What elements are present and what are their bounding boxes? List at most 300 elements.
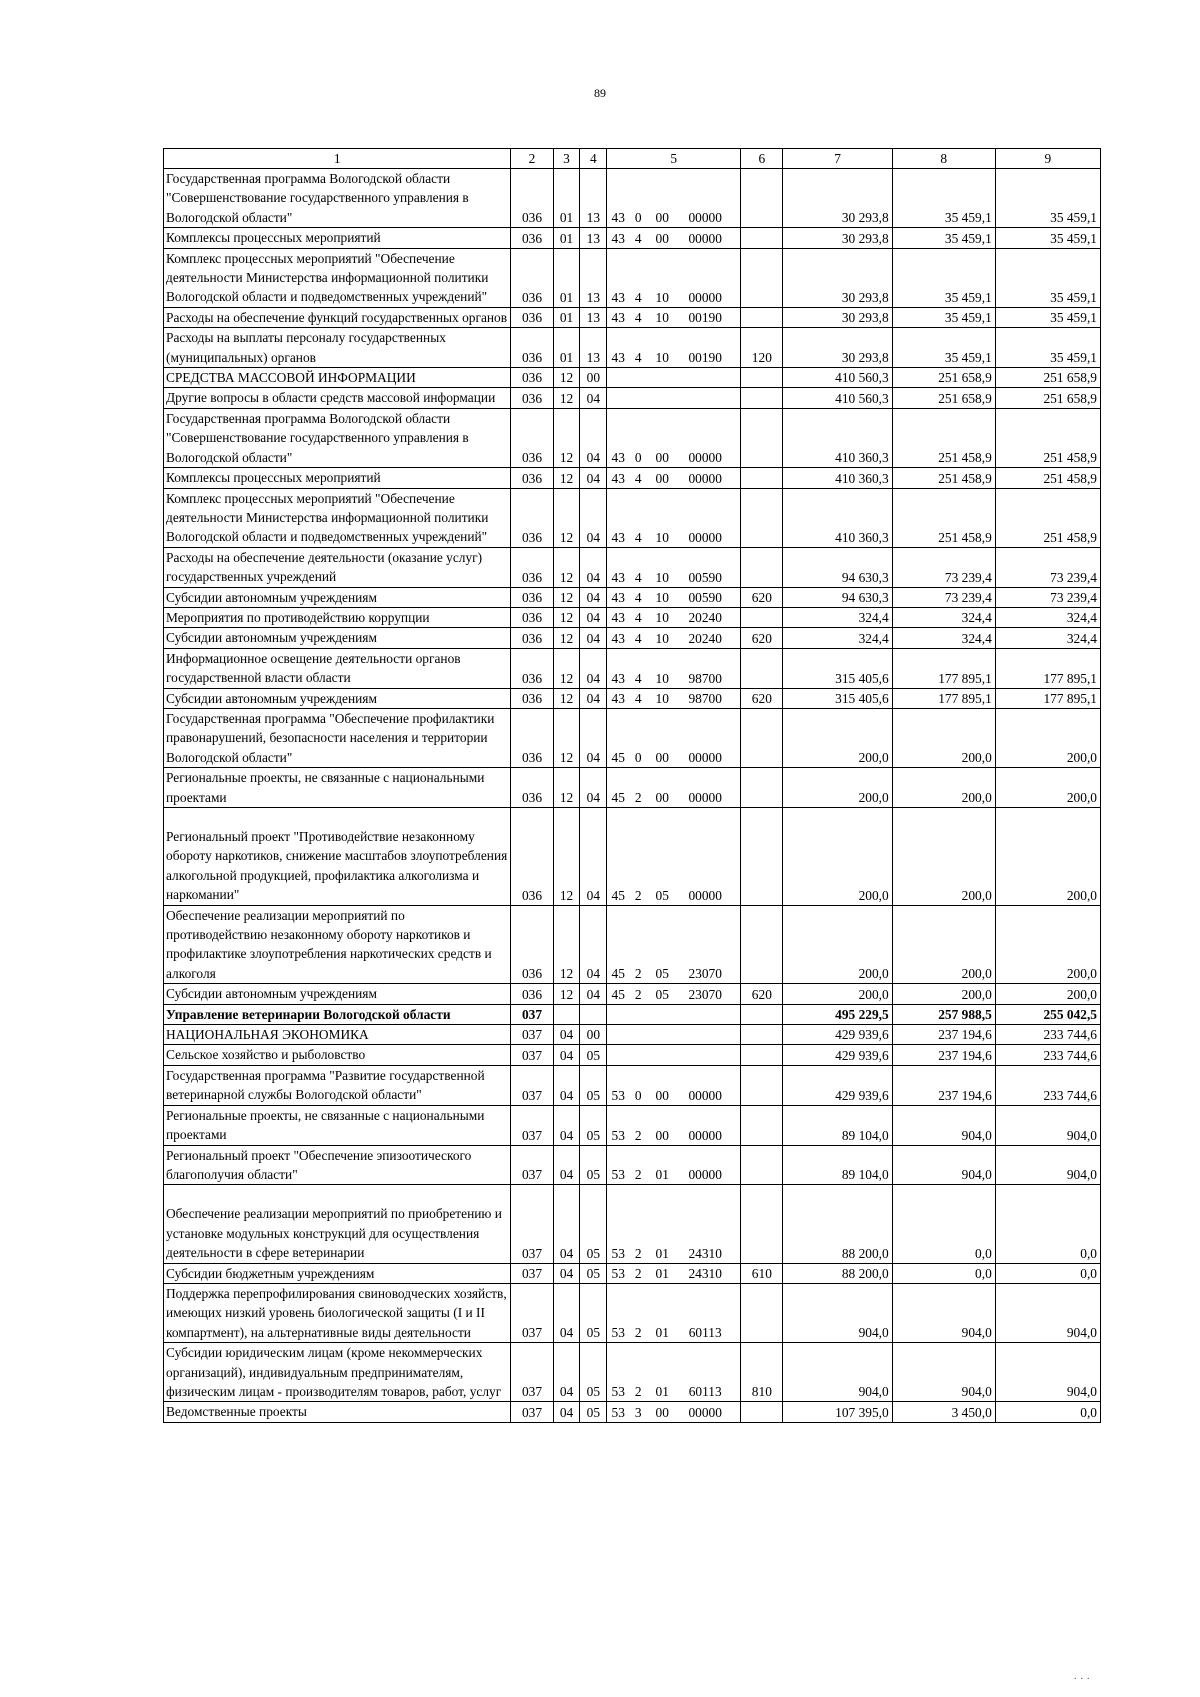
amount-col-9: 255 042,5 (995, 1004, 1100, 1024)
program-code: 45 (611, 750, 625, 766)
amount-col-9: 904,0 (995, 1283, 1100, 1342)
section-code (553, 1004, 580, 1024)
direction-code: 00000 (688, 289, 722, 305)
direction-code: 60113 (688, 1325, 722, 1341)
amount-col-8: 73 239,4 (892, 587, 995, 607)
ministry-code: 037 (511, 1004, 553, 1024)
amount-col-9: 233 744,6 (995, 1025, 1100, 1045)
row-name: Обеспечение реализации мероприятий по противодействию незаконному обороту наркотиков и профилактике злоупотребления наркотических средств и алкоголя (164, 905, 511, 984)
amount-col-7: 200,0 (783, 708, 892, 767)
target-article-code (607, 708, 741, 767)
project-code: 00 (655, 450, 669, 466)
amount-col-8: 904,0 (892, 1343, 995, 1402)
project-code: 05 (655, 986, 669, 1002)
amount-col-9: 200,0 (995, 708, 1100, 767)
program-code: 53 (611, 1245, 625, 1261)
ministry-code: 036 (511, 307, 553, 327)
ministry-code: 037 (511, 1045, 553, 1065)
target-article-code (607, 768, 741, 808)
program-code: 43 (611, 529, 625, 545)
expense-type-code: 120 (741, 328, 783, 368)
subsection-code: 05 (580, 1185, 607, 1263)
table-row (164, 768, 1101, 808)
row-name: Субсидии бюджетным учреждениям (164, 1263, 511, 1283)
subsection-code: 04 (580, 388, 607, 408)
subprogram-code: 4 (634, 630, 642, 646)
subprogram-code: 4 (634, 610, 642, 626)
subsection-code: 05 (580, 1402, 607, 1422)
table-row (164, 1283, 1101, 1342)
section-code: 12 (553, 468, 580, 488)
amount-col-7: 495 229,5 (783, 1004, 892, 1024)
expense-type-code (741, 1025, 783, 1045)
row-name: Расходы на выплаты персоналу государственных (муниципальных) органов (164, 328, 511, 368)
amount-col-7: 200,0 (783, 768, 892, 808)
amount-col-7: 89 104,0 (783, 1105, 892, 1145)
target-article-code (607, 468, 741, 488)
row-name: Сельское хозяйство и рыболовство (164, 1045, 511, 1065)
expense-type-code (741, 768, 783, 808)
row-name: Субсидии юридическим лицам (кроме некоммерческих организаций), индивидуальным предпринимателям, физическим лицам - производителям товаров, работ, услуг (164, 1343, 511, 1402)
table-row (164, 388, 1101, 408)
table-row (164, 607, 1101, 627)
section-code: 12 (553, 488, 580, 547)
target-article-code (607, 169, 741, 228)
direction-code: 00000 (688, 750, 722, 766)
section-code: 04 (553, 1343, 580, 1402)
program-code: 53 (611, 1127, 625, 1143)
direction-code: 00000 (688, 470, 722, 486)
expense-type-code (741, 368, 783, 388)
expense-type-code (741, 169, 783, 228)
target-article-code (607, 688, 741, 708)
section-code: 12 (553, 688, 580, 708)
amount-col-7: 94 630,3 (783, 547, 892, 587)
amount-col-9: 233 744,6 (995, 1045, 1100, 1065)
direction-code: 23070 (688, 986, 722, 1002)
project-code: 10 (655, 529, 669, 545)
subsection-code: 04 (580, 408, 607, 467)
amount-col-9: 35 459,1 (995, 328, 1100, 368)
row-name: Ведомственные проекты (164, 1402, 511, 1422)
ministry-code: 037 (511, 1283, 553, 1342)
amount-col-8: 904,0 (892, 1145, 995, 1185)
project-code: 10 (655, 589, 669, 605)
section-code: 12 (553, 984, 580, 1004)
subsection-code: 05 (580, 1145, 607, 1185)
subprogram-code: 4 (634, 569, 642, 585)
table-row (164, 1105, 1101, 1145)
subsection-code: 13 (580, 228, 607, 248)
header-cell: 6 (741, 149, 783, 169)
expense-type-code (741, 488, 783, 547)
target-article-code (607, 1145, 741, 1185)
amount-col-7: 904,0 (783, 1283, 892, 1342)
amount-col-9: 324,4 (995, 607, 1100, 627)
target-article-code (607, 905, 741, 984)
row-name: НАЦИОНАЛЬНАЯ ЭКОНОМИКА (164, 1025, 511, 1045)
table-row (164, 328, 1101, 368)
amount-col-9: 324,4 (995, 628, 1100, 648)
amount-col-7: 410 560,3 (783, 388, 892, 408)
target-article-code (607, 1185, 741, 1263)
direction-code: 00190 (688, 350, 722, 366)
row-name: Государственная программа "Развитие государственной ветеринарной службы Вологодской области" (164, 1065, 511, 1105)
expense-type-code: 620 (741, 984, 783, 1004)
project-code: 01 (655, 1325, 669, 1341)
section-code: 12 (553, 628, 580, 648)
direction-code: 00000 (688, 1087, 722, 1103)
subsection-code: 04 (580, 628, 607, 648)
subsection-code: 00 (580, 368, 607, 388)
project-code: 01 (655, 1245, 669, 1261)
direction-code: 00000 (688, 230, 722, 246)
table-row (164, 1065, 1101, 1105)
amount-col-7: 30 293,8 (783, 248, 892, 307)
section-code: 04 (553, 1045, 580, 1065)
target-article-code (607, 408, 741, 467)
direction-code: 00190 (688, 310, 722, 326)
direction-code: 20240 (688, 610, 722, 626)
amount-col-8: 904,0 (892, 1105, 995, 1145)
subsection-code: 04 (580, 607, 607, 627)
table-row (164, 468, 1101, 488)
ministry-code: 036 (511, 328, 553, 368)
header-cell: 3 (553, 149, 580, 169)
expense-type-code (741, 248, 783, 307)
expense-type-code (741, 1283, 783, 1342)
amount-col-9: 0,0 (995, 1263, 1100, 1283)
subsection-code: 05 (580, 1283, 607, 1342)
section-code: 12 (553, 808, 580, 906)
amount-col-9: 35 459,1 (995, 307, 1100, 327)
subprogram-code: 2 (634, 1127, 642, 1143)
amount-col-7: 429 939,6 (783, 1065, 892, 1105)
program-code: 53 (611, 1325, 625, 1341)
amount-col-7: 30 293,8 (783, 307, 892, 327)
amount-col-7: 904,0 (783, 1343, 892, 1402)
table-row (164, 547, 1101, 587)
section-code: 12 (553, 648, 580, 688)
amount-col-7: 200,0 (783, 984, 892, 1004)
amount-col-7: 89 104,0 (783, 1145, 892, 1185)
target-article-code (607, 328, 741, 368)
program-code: 53 (611, 1404, 625, 1420)
amount-col-9: 35 459,1 (995, 169, 1100, 228)
amount-col-8: 251 458,9 (892, 468, 995, 488)
ministry-code: 036 (511, 368, 553, 388)
amount-col-8: 0,0 (892, 1185, 995, 1263)
program-code: 43 (611, 450, 625, 466)
project-code: 00 (655, 790, 669, 805)
amount-col-8: 251 658,9 (892, 368, 995, 388)
subprogram-code: 4 (634, 470, 642, 486)
section-code: 04 (553, 1105, 580, 1145)
project-code: 00 (655, 470, 669, 486)
program-code: 53 (611, 1384, 625, 1400)
program-code: 43 (611, 470, 625, 486)
target-article-code (607, 1283, 741, 1342)
amount-col-9: 200,0 (995, 905, 1100, 984)
project-code: 00 (655, 1127, 669, 1143)
program-code: 43 (611, 690, 625, 706)
ministry-code: 037 (511, 1145, 553, 1185)
section-code: 12 (553, 408, 580, 467)
section-code: 04 (553, 1025, 580, 1045)
subsection-code (580, 1004, 607, 1024)
amount-col-8: 73 239,4 (892, 547, 995, 587)
amount-col-8: 237 194,6 (892, 1045, 995, 1065)
amount-col-8: 35 459,1 (892, 248, 995, 307)
section-code: 04 (553, 1263, 580, 1283)
subprogram-code: 4 (634, 529, 642, 545)
expense-type-code: 620 (741, 688, 783, 708)
table-row (164, 984, 1101, 1004)
amount-col-8: 177 895,1 (892, 648, 995, 688)
subsection-code: 04 (580, 648, 607, 688)
expense-type-code (741, 1065, 783, 1105)
expense-type-code (741, 1004, 783, 1024)
target-article-code (607, 1025, 741, 1045)
subprogram-code: 2 (634, 1325, 642, 1341)
program-code: 53 (611, 1265, 625, 1281)
program-code: 53 (611, 1087, 625, 1103)
table-body (164, 149, 1101, 1423)
amount-col-8: 251 458,9 (892, 408, 995, 467)
target-article-code (607, 1045, 741, 1065)
expense-type-code (741, 468, 783, 488)
target-article-code (607, 228, 741, 248)
target-article-code (607, 1105, 741, 1145)
expense-type-code (741, 1145, 783, 1185)
amount-col-7: 88 200,0 (783, 1185, 892, 1263)
header-cell: 9 (995, 149, 1100, 169)
subsection-code: 00 (580, 1025, 607, 1045)
project-code: 01 (655, 1384, 669, 1400)
project-code: 10 (655, 630, 669, 646)
target-article-code (607, 1402, 741, 1422)
table-row (164, 488, 1101, 547)
target-article-code (607, 984, 741, 1004)
header-cell: 2 (511, 149, 553, 169)
amount-col-9: 73 239,4 (995, 587, 1100, 607)
program-code: 43 (611, 350, 625, 366)
table-row (164, 1263, 1101, 1283)
project-code: 10 (655, 670, 669, 686)
amount-col-9: 904,0 (995, 1145, 1100, 1185)
expense-type-code (741, 307, 783, 327)
amount-col-8: 237 194,6 (892, 1025, 995, 1045)
amount-col-7: 107 395,0 (783, 1402, 892, 1422)
subsection-code: 13 (580, 169, 607, 228)
expense-type-code: 610 (741, 1263, 783, 1283)
table-row (164, 169, 1101, 228)
expense-type-code (741, 547, 783, 587)
amount-col-7: 410 360,3 (783, 468, 892, 488)
row-name: Государственная программа Вологодской области "Совершенствование государственного управления в Вологодской области" (164, 169, 511, 228)
amount-col-7: 429 939,6 (783, 1025, 892, 1045)
ministry-code: 036 (511, 648, 553, 688)
amount-col-7: 410 360,3 (783, 408, 892, 467)
subsection-code: 05 (580, 1105, 607, 1145)
direction-code: 00000 (688, 210, 722, 226)
expense-type-code (741, 648, 783, 688)
subsection-code: 04 (580, 468, 607, 488)
ministry-code: 036 (511, 607, 553, 627)
expense-type-code (741, 1185, 783, 1263)
program-code: 43 (611, 670, 625, 686)
target-article-code (607, 587, 741, 607)
amount-col-9: 35 459,1 (995, 228, 1100, 248)
amount-col-8: 35 459,1 (892, 228, 995, 248)
table-row (164, 248, 1101, 307)
subprogram-code: 3 (634, 1404, 642, 1420)
project-code: 10 (655, 690, 669, 706)
project-code: 10 (655, 350, 669, 366)
subprogram-code: 0 (634, 210, 642, 226)
target-article-code (607, 1343, 741, 1402)
amount-col-8: 200,0 (892, 905, 995, 984)
amount-col-7: 88 200,0 (783, 1263, 892, 1283)
amount-col-8: 251 458,9 (892, 488, 995, 547)
section-code: 12 (553, 388, 580, 408)
row-name: Комплекс процессных мероприятий "Обеспечение деятельности Министерства информационной политики Вологодской области и подведомственных учреждений" (164, 488, 511, 547)
scan-mark: · · · (1073, 1673, 1090, 1685)
direction-code: 60113 (688, 1384, 722, 1400)
project-code: 10 (655, 610, 669, 626)
row-name: Комплексы процессных мероприятий (164, 468, 511, 488)
amount-col-9: 177 895,1 (995, 688, 1100, 708)
amount-col-7: 30 293,8 (783, 328, 892, 368)
section-code: 04 (553, 1283, 580, 1342)
section-code: 04 (553, 1065, 580, 1105)
table-row (164, 708, 1101, 767)
table-row (164, 905, 1101, 984)
table-row (164, 307, 1101, 327)
subsection-code: 04 (580, 688, 607, 708)
target-article-code (607, 547, 741, 587)
amount-col-9: 200,0 (995, 768, 1100, 808)
ministry-code: 036 (511, 388, 553, 408)
direction-code: 20240 (688, 630, 722, 646)
direction-code: 00000 (688, 1127, 722, 1143)
section-code: 01 (553, 307, 580, 327)
program-code: 43 (611, 630, 625, 646)
row-name: Другие вопросы в области средств массовой информации (164, 388, 511, 408)
target-article-code (607, 808, 741, 906)
row-name: Региональные проекты, не связанные с национальными проектами (164, 768, 511, 808)
project-code: 00 (655, 210, 669, 226)
ministry-code: 036 (511, 708, 553, 767)
subprogram-code: 2 (634, 790, 642, 805)
table-row (164, 1045, 1101, 1065)
row-name: Субсидии автономным учреждениям (164, 688, 511, 708)
section-code: 12 (553, 905, 580, 984)
amount-col-9: 233 744,6 (995, 1065, 1100, 1105)
row-name: Субсидии автономным учреждениям (164, 984, 511, 1004)
amount-col-9: 200,0 (995, 984, 1100, 1004)
amount-col-9: 251 658,9 (995, 388, 1100, 408)
project-code: 01 (655, 1167, 669, 1183)
ministry-code: 036 (511, 688, 553, 708)
project-code: 00 (655, 230, 669, 246)
subsection-code: 04 (580, 488, 607, 547)
section-code: 01 (553, 169, 580, 228)
program-code: 43 (611, 310, 625, 326)
row-name: Расходы на обеспечение функций государственных органов (164, 307, 511, 327)
row-name: Региональный проект "Обеспечение эпизоотического благополучия области" (164, 1145, 511, 1185)
subprogram-code: 4 (634, 670, 642, 686)
subprogram-code: 2 (634, 1167, 642, 1183)
target-article-code (607, 607, 741, 627)
amount-col-9: 73 239,4 (995, 547, 1100, 587)
table-row (164, 587, 1101, 607)
expense-type-code (741, 607, 783, 627)
expense-type-code (741, 228, 783, 248)
row-name: Комплексы процессных мероприятий (164, 228, 511, 248)
row-name: Расходы на обеспечение деятельности (оказание услуг) государственных учреждений (164, 547, 511, 587)
subsection-code: 13 (580, 307, 607, 327)
row-name: Обеспечение реализации мероприятий по приобретению и установке модульных конструкций для осуществления деятельности в сфере ветеринарии (164, 1185, 511, 1263)
amount-col-9: 251 458,9 (995, 488, 1100, 547)
amount-col-7: 94 630,3 (783, 587, 892, 607)
expense-type-code: 620 (741, 628, 783, 648)
subprogram-code: 2 (634, 986, 642, 1002)
subsection-code: 13 (580, 248, 607, 307)
direction-code: 24310 (688, 1245, 722, 1261)
program-code: 45 (611, 887, 625, 903)
target-article-code (607, 1065, 741, 1105)
project-code: 00 (655, 1087, 669, 1103)
subprogram-code: 2 (634, 1384, 642, 1400)
row-name: Управление ветеринарии Вологодской области (164, 1004, 511, 1024)
row-name: Региональный проект "Противодействие незаконному обороту наркотиков, снижение масштабов злоупотребления алкогольной продукцией, профилактика алкоголизма и наркомании" (164, 808, 511, 906)
amount-col-9: 251 458,9 (995, 468, 1100, 488)
subprogram-code: 4 (634, 350, 642, 366)
project-code: 00 (655, 1404, 669, 1420)
table-row (164, 228, 1101, 248)
target-article-code (607, 368, 741, 388)
direction-code: 00000 (688, 887, 722, 903)
project-code: 10 (655, 310, 669, 326)
ministry-code: 036 (511, 628, 553, 648)
table-row (164, 1004, 1101, 1024)
amount-col-8: 35 459,1 (892, 328, 995, 368)
expense-type-code (741, 905, 783, 984)
amount-col-8: 324,4 (892, 628, 995, 648)
subsection-code: 04 (580, 905, 607, 984)
amount-col-9: 177 895,1 (995, 648, 1100, 688)
expense-type-code (741, 708, 783, 767)
direction-code: 00590 (688, 589, 722, 605)
subprogram-code: 2 (634, 1265, 642, 1281)
ministry-code: 036 (511, 587, 553, 607)
program-code: 45 (611, 966, 625, 982)
section-code: 12 (553, 587, 580, 607)
subprogram-code: 2 (634, 887, 642, 903)
section-code: 04 (553, 1145, 580, 1185)
direction-code: 00000 (688, 450, 722, 466)
amount-col-9: 0,0 (995, 1402, 1100, 1422)
direction-code: 00000 (688, 1167, 722, 1183)
amount-col-7: 410 360,3 (783, 488, 892, 547)
page-number: 89 (594, 86, 606, 100)
target-article-code (607, 1263, 741, 1283)
table-row (164, 1185, 1101, 1263)
ministry-code: 036 (511, 169, 553, 228)
ministry-code: 036 (511, 468, 553, 488)
expense-type-code (741, 808, 783, 906)
